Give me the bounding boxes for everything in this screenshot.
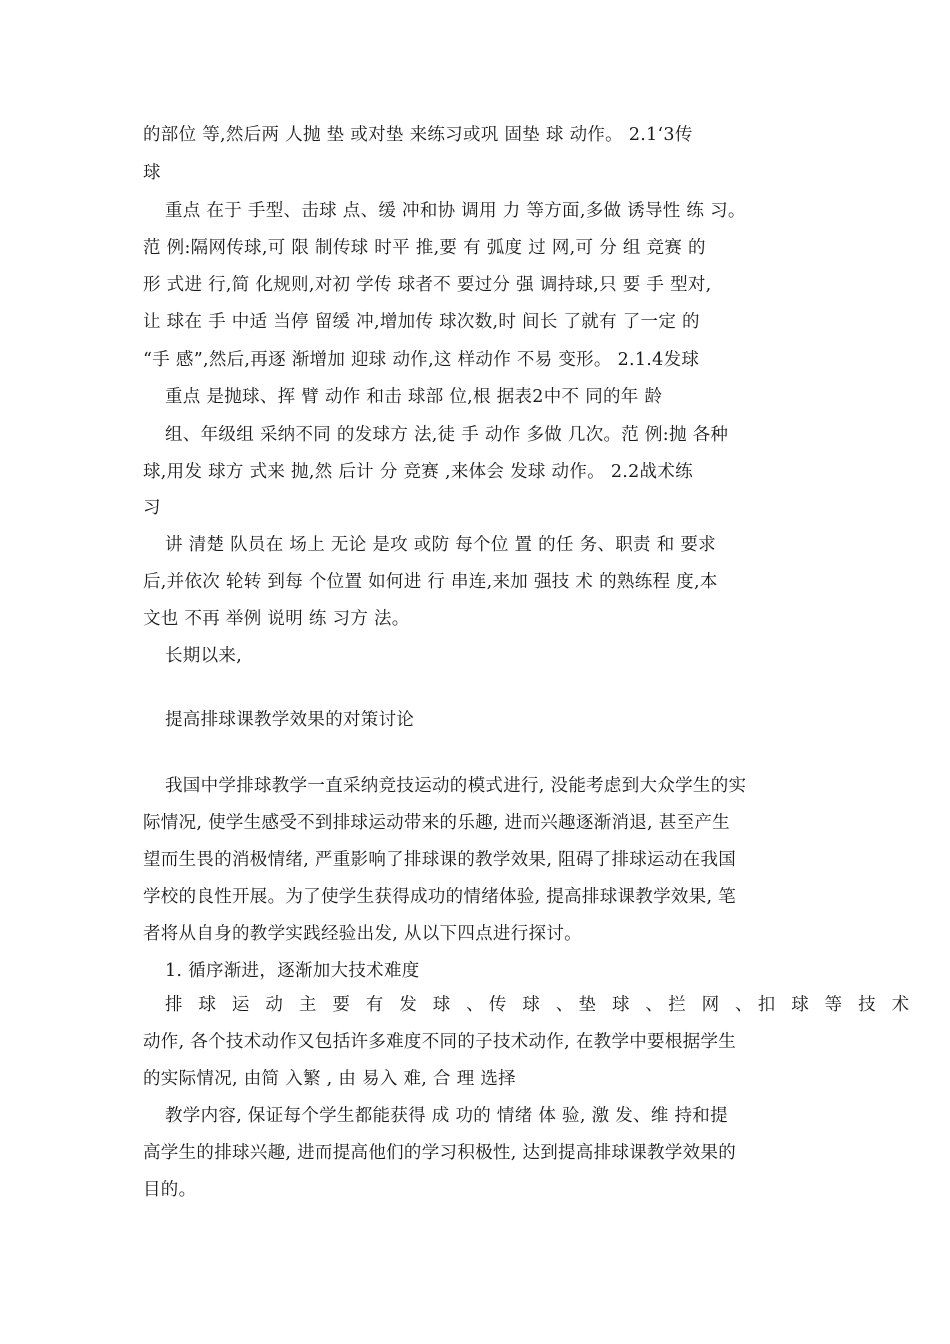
text-line: 者将从自身的教学实践经验出发, 从以下四点进行探讨。 (143, 924, 582, 944)
text-line: 目的。 (143, 1180, 197, 1200)
text-line: 望而生畏的消极情绪, 严重影响了排球课的教学效果, 阻碍了排球运动在我国 (143, 850, 737, 870)
text-line: 范 例:隔网传球,可 限 制传球 时平 推,要 有 弧度 过 网,可 分 组 竞赛 的 (143, 238, 706, 258)
text-line: 动作, 各个技术动作又包括许多难度不同的子技术动作, 在教学中要根据学生 (143, 1032, 737, 1052)
text-line: 教学内容, 保证每个学生都能获得 成 功的 情绪 体 验, 激 发、维 持和提 (165, 1106, 728, 1126)
text-line: 组、年级组 采纳不同 的发球方 法,徒 手 动作 多做 几次。范 例:抛 各种 (165, 425, 729, 445)
text-line: 习 (143, 498, 161, 518)
text-line: 讲 清楚 队员在 场上 无论 是攻 或防 每个位 置 的任 务、职责 和 要求 (165, 535, 716, 555)
text-line: 高学生的排球兴趣, 进而提高他们的学习积极性, 达到提高排球课教学效果的 (143, 1143, 737, 1163)
text-line: 重点 在于 手型、击球 点、缓 冲和协 调用 力 等方面,多做 诱导性 练 习。 (165, 201, 746, 221)
text-line: 让 球在 手 中适 当停 留缓 冲,增加传 球次数,时 间长 了就有 了一定 的 (143, 312, 700, 332)
text-line: 的实际情况, 由简 入繁 , 由 易入 难, 合 理 选择 (143, 1069, 516, 1089)
list-heading: 1. 循序渐进，逐渐加大技术难度 (165, 961, 420, 981)
article-title: 提高排球课教学效果的对策讨论 (165, 710, 415, 730)
text-line: 的部位 等,然后两 人抛 垫 或对垫 来练习或巩 固垫 球 动作。 2.1‘3传 (143, 125, 693, 145)
text-line: “手 感”,然后,再逐 渐增加 迎球 动作,这 样动作 不易 变形。 2.1.4发球 (143, 350, 700, 370)
text-line: 后,并依次 轮转 到每 个位置 如何进 行 串连,来加 强技 术 的熟练程 度,本 (143, 572, 718, 592)
text-line: 重点 是抛球、挥 臂 动作 和击 球部 位,根 据表2中不 同的年 龄 (165, 387, 663, 407)
text-line: 球,用发 球方 式来 抛,然 后计 分 竞赛 ,来体会 发球 动作。 2.2战术练 (143, 462, 693, 482)
text-line: 球 (143, 163, 161, 183)
text-line: 际情况, 使学生感受不到排球运动带来的乐趣, 进而兴趣逐渐消退, 甚至产生 (143, 813, 730, 833)
text-line: 学校的良性开展。为了使学生获得成功的情绪体验, 提高排球课教学效果, 笔 (143, 887, 737, 907)
text-line: 形 式进 行,简 化规则,对初 学传 球者不 要过分 强 调持球,只 要 手 型对, (143, 275, 712, 295)
text-line: 长期以来, (165, 646, 243, 666)
text-line: 排 球 运 动 主 要 有 发 球 、传 球 、垫 球 、拦 网 、扣 球 等 技 术 (165, 995, 915, 1015)
text-line: 我国中学排球教学一直采纳竞技运动的模式进行, 没能考虑到大众学生的实 (165, 776, 747, 796)
text-line: 文也 不再 举例 说明 练 习方 法。 (143, 609, 410, 629)
